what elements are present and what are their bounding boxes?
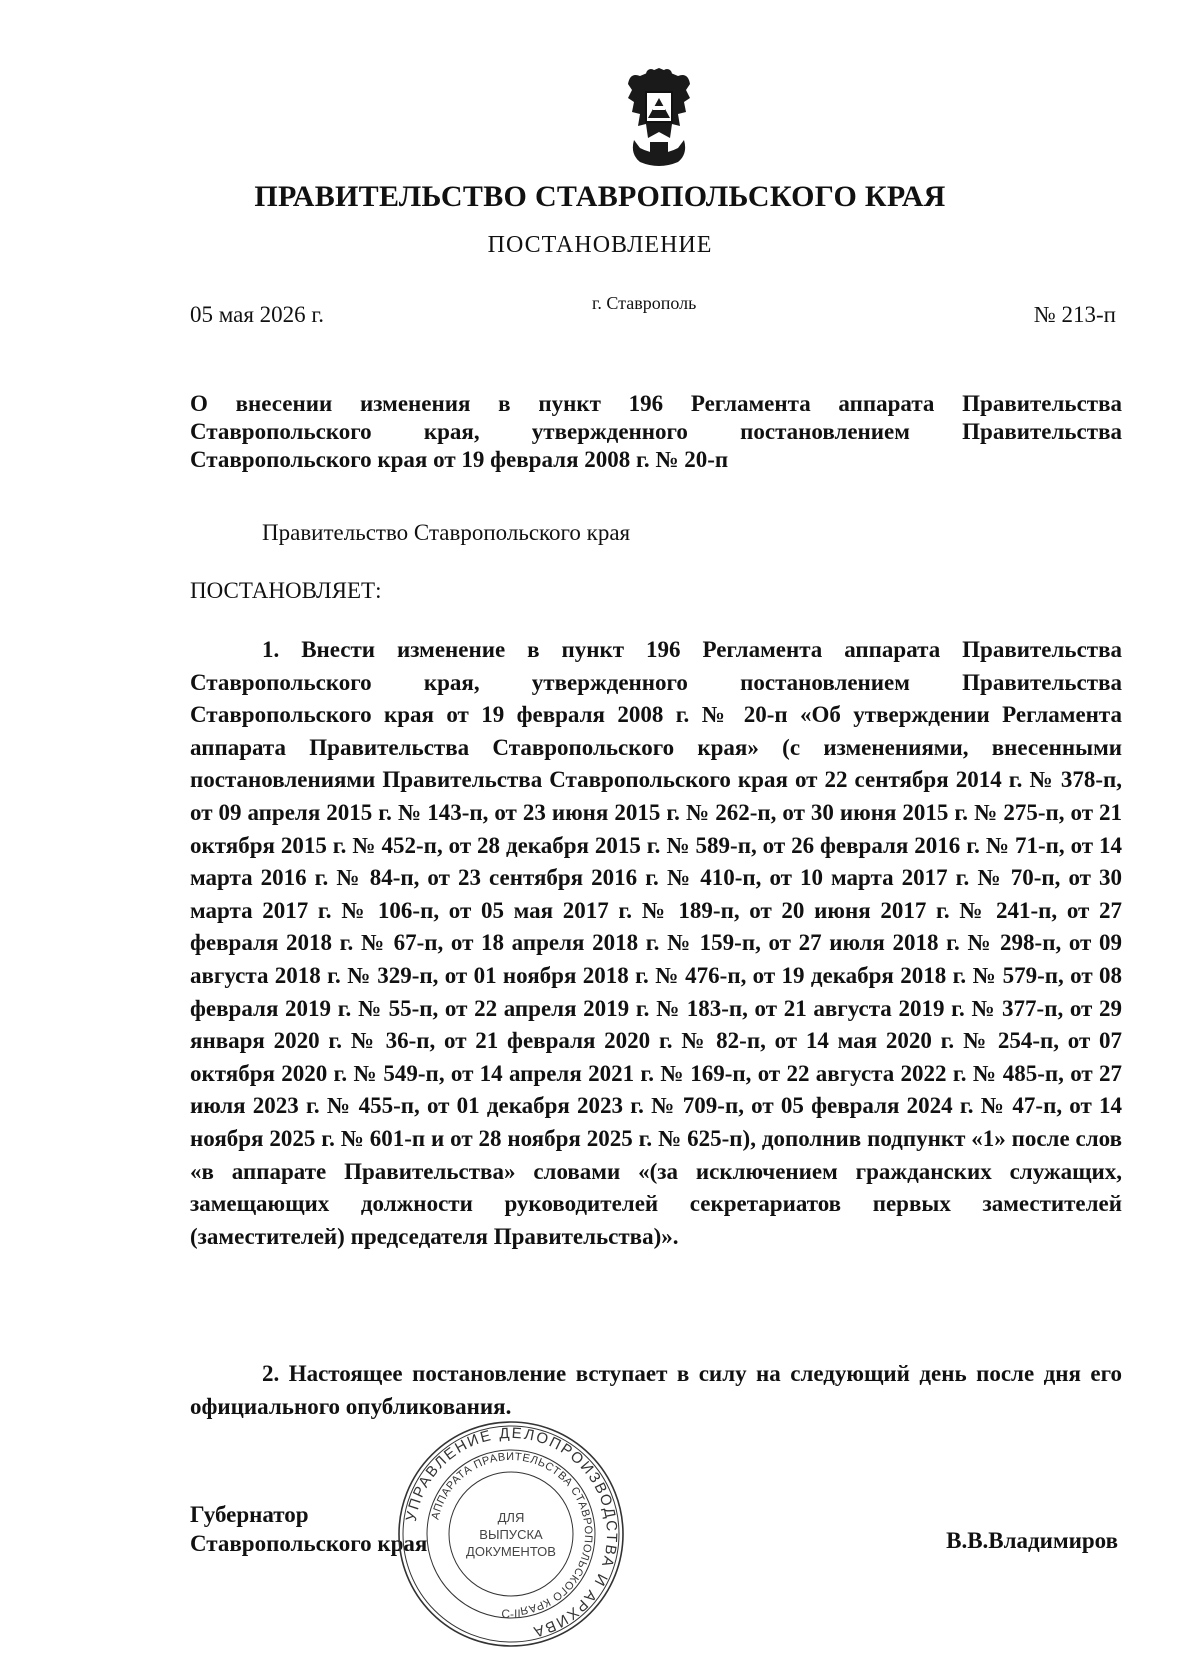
government-title: ПРАВИТЕЛЬСТВО СТАВРОПОЛЬСКОГО КРАЯ [254,180,946,213]
stamp-center-line-2: ВЫПУСКА [479,1527,543,1542]
stamp-center-line-3: ДОКУМЕНТОВ [466,1544,556,1559]
document-subject: О внесении изменения в пункт 196 Регламента аппарата Правительства Ставропольского края, утвержденного постановлением Правительства Ставропольского края от 19 февраля 2008 г. № 20-п [190,391,1122,472]
stamp-code: С-II [501,1607,521,1621]
stamp-inner-text: АППАРАТА ПРАВИТЕЛЬСТВА СТАВРОПОЛЬСКОГО КРАЯ [429,1450,595,1617]
document-type: ПОСТАНОВЛЕНИЕ [487,232,713,258]
signatory-title-line-1: Губернатор [190,1502,309,1527]
paragraph-2: 2. Настоящее постановление вступает в силу на следующий день после дня его официального опубликования. [190,1361,1122,1419]
issuer-line: Правительство Ставропольского края [262,520,631,545]
coat-of-arms-emblem [620,62,698,168]
stamp-outer-text: УПРАВЛЕНИЕ ДЕЛОПРОИЗВОДСТВА И АРХИВА [402,1424,621,1641]
decrees-heading: ПОСТАНОВЛЯЕТ: [190,578,382,603]
paragraph-1: 1. Внести изменение в пункт 196 Регламента аппарата Правительства Ставропольского края, утвержденного постановлением Правительства Ставропольского края от 19 февраля 2008 г. № 20-п «Об утверждении Регламента аппарата Правительства Ставропольского края» (с изменениями, внесенными постановлениями Правительства Ставропольского края от 22 сентября 2014 г. № 378-п, от 09 апреля 2015 г. № 143-п, от 23 июня 2015 г. № 262-п, от 30 июня 2015 г. № 275-п, от 21 октября 2015 г. № 452-п, от 28 декабря 2015 г. № 589-п, от 26 февраля 2016 г. № 71-п, от 14 марта 2016 г. № 84-п, от 23 сентября 2016 г. № 410-п, от 10 марта 2017 г. № 70-п, от 30 марта 2017 г. № 106-п, от 05 мая 2017 г. № 189-п, от 20 июня 2017 г. № 241-п, от 27 февраля 2018 г. № 67-п, от 18 апреля 2018 г. № 159-п, от 27 июля 2018 г. № 298-п, от 09 августа 2018 г. № 329-п, от 01 ноября 2018 г. № 476-п, от 19 декабря 2018 г. № 579-п, от 08 февраля 2019 г. № 55-п, от 22 апреля 2019 г. № 183-п, от 21 августа 2019 г. № 377-п, от 29 января 2020 г. № 36-п, от 21 февраля 2020 г. № 82-п, от 14 мая 2020 г. № 254-п, от 07 октября 2020 г. № 549-п, от 14 апреля 2021 г. № 169-п, от 22 августа 2022 г. № 485-п, от 27 июля 2023 г. № 455-п, от 01 декабря 2023 г. № 709-п, от 05 февраля 2024 г. № 47-п, от 14 ноября 2025 г. № 601-п и от 28 ноября 2025 г. № 625-п), дополнив подпункт «1» после слов «в аппарате Правительства» словами «(за исключением гражданских служащих, замещающих должности руководителей секретариатов первых заместителей (заместителей) председателя Правительства)». [190,637,1122,1249]
signatory-title [190,1500,427,1558]
signatory-title-line-2: Ставропольского края [190,1531,428,1556]
stamp-center-line-1: ДЛЯ [497,1510,525,1525]
signatory-name: В.В.Владимиров [946,1528,1118,1553]
document-date: 05 мая 2026 г. [190,302,325,327]
document-city: г. Ставрополь [592,293,697,313]
official-stamp [395,1418,627,1650]
document-number: № 213-п [1033,302,1116,327]
